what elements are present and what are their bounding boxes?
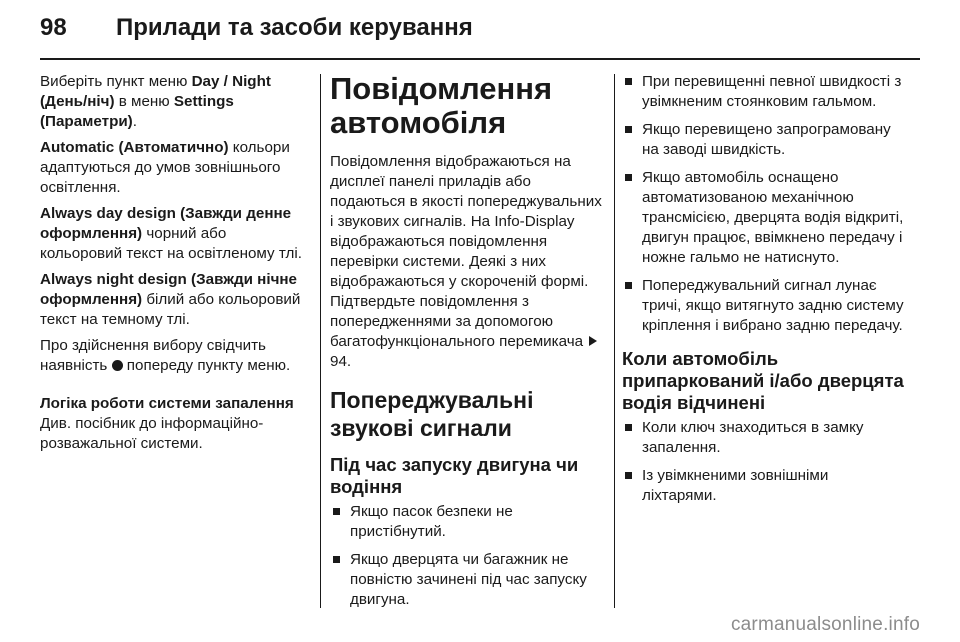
- parked-warning-list: [622, 418, 906, 506]
- selection-note: Про здійснення вибору свідчить наявність попереду пункту меню.: [40, 337, 291, 374]
- list-item: Якщо автомобіль оснащено автоматизованою механічною трансмісією, дверцята водія відкриті, двигун працює, ввімкнено передачу і ножне гальмо не натиснуто.: [622, 168, 906, 268]
- list-item: При перевищенні певної швидкості з увімкненим стоянковим гальмом.: [622, 72, 906, 112]
- column-left: [40, 72, 310, 460]
- watermark: carmanualsonline.info: [730, 614, 920, 635]
- column-divider-1: [320, 74, 321, 608]
- list-item: Попереджувальний сигнал лунає тричі, якщо витягнуто задню систему кріплення і вибрано задню передачу.: [622, 276, 906, 336]
- option-night-design: Always night design (Завжди нічне оформлення) білий або кольоровий текст на темному тлі.: [40, 271, 301, 328]
- vehicle-messages-heading: Повідомлення автомобіля: [330, 71, 553, 140]
- selection-dot-icon: [112, 360, 123, 371]
- menu-instruction: Виберіть пункт меню Day / Night (День/ніч) в меню Settings (Параметри).: [40, 73, 271, 130]
- list-item: Якщо перевищено запрограмовану на заводі швидкість.: [622, 120, 906, 160]
- column-right: [622, 72, 906, 514]
- page-reference[interactable]: 94.: [330, 353, 352, 370]
- vehicle-messages-text: Повідомлення відображаються на дисплеї панелі приладів або подаються в якості попереджувальних і звукових сигналів. На Info-Display відображаються повідомлення перевірки системи. Деякі з них відображаються у скороченій формі. Підтвердьте повідомлення з попередженнями за допомогою багатофункціонального перемикача 94.: [330, 153, 602, 370]
- driving-warning-list: [330, 502, 606, 610]
- header-divider: [40, 58, 920, 60]
- driving-subheading: Під час запуску двигуна чи водіння: [330, 454, 579, 497]
- list-item: Якщо дверцята чи багажник не повністю зачинені під час запуску двигуна.: [330, 550, 606, 610]
- column-middle: [330, 72, 606, 618]
- page-number: 98: [40, 14, 67, 41]
- page-title: Прилади та засоби керування: [116, 14, 473, 41]
- option-automatic: Automatic (Автоматично) кольори адаптуються до умов зовнішнього освітлення.: [40, 139, 290, 196]
- driving-warning-list-continued: [622, 72, 906, 336]
- page-header: [40, 14, 473, 54]
- ignition-logic-text: Див. посібник до інформаційно-розважальної системи.: [40, 415, 264, 452]
- page-reference-icon: [589, 336, 597, 346]
- ignition-logic-subheading: Логіка роботи системи запалення: [40, 395, 294, 412]
- list-item: Якщо пасок безпеки не пристібнутий.: [330, 502, 606, 542]
- parked-subheading: Коли автомобіль припаркований і/або дверцята водія відчинені: [622, 348, 904, 413]
- list-item: Коли ключ знаходиться в замку запалення.: [622, 418, 906, 458]
- list-item: Із увімкненими зовнішніми ліхтарями.: [622, 466, 906, 506]
- option-day-design: Always day design (Завжди денне оформлення) чорний або кольоровий текст на освітленому тлі.: [40, 205, 302, 262]
- warning-chimes-heading: Попереджувальні звукові сигнали: [330, 387, 534, 441]
- column-divider-2: [614, 74, 615, 608]
